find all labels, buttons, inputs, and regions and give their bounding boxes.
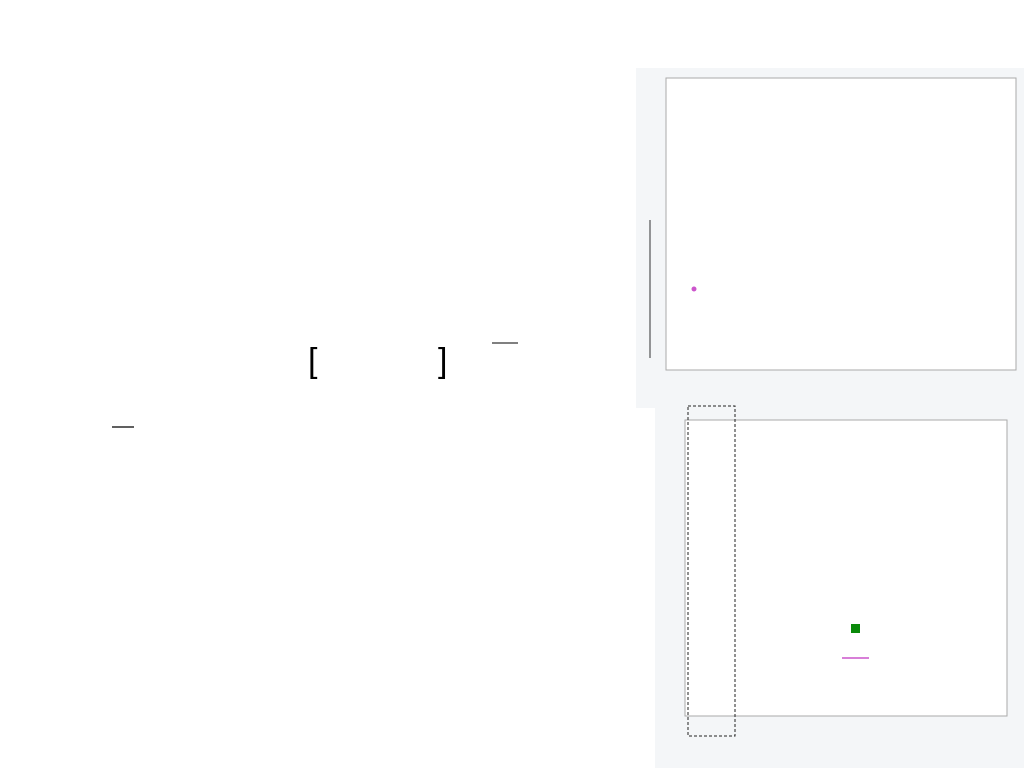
particle-voltage-chart bbox=[636, 68, 1024, 408]
legend-gaussian-swatch bbox=[851, 624, 860, 633]
delta-vq-equation bbox=[40, 398, 340, 458]
plot1-frame bbox=[666, 78, 1016, 370]
bunch-voltage-chart bbox=[655, 402, 1024, 768]
plot2-frame bbox=[685, 420, 1007, 716]
svg-text:[: [ bbox=[308, 342, 318, 380]
vq-equation bbox=[40, 325, 600, 395]
svg-text:]: ] bbox=[438, 342, 448, 380]
plot1-marker-dot bbox=[692, 287, 697, 292]
